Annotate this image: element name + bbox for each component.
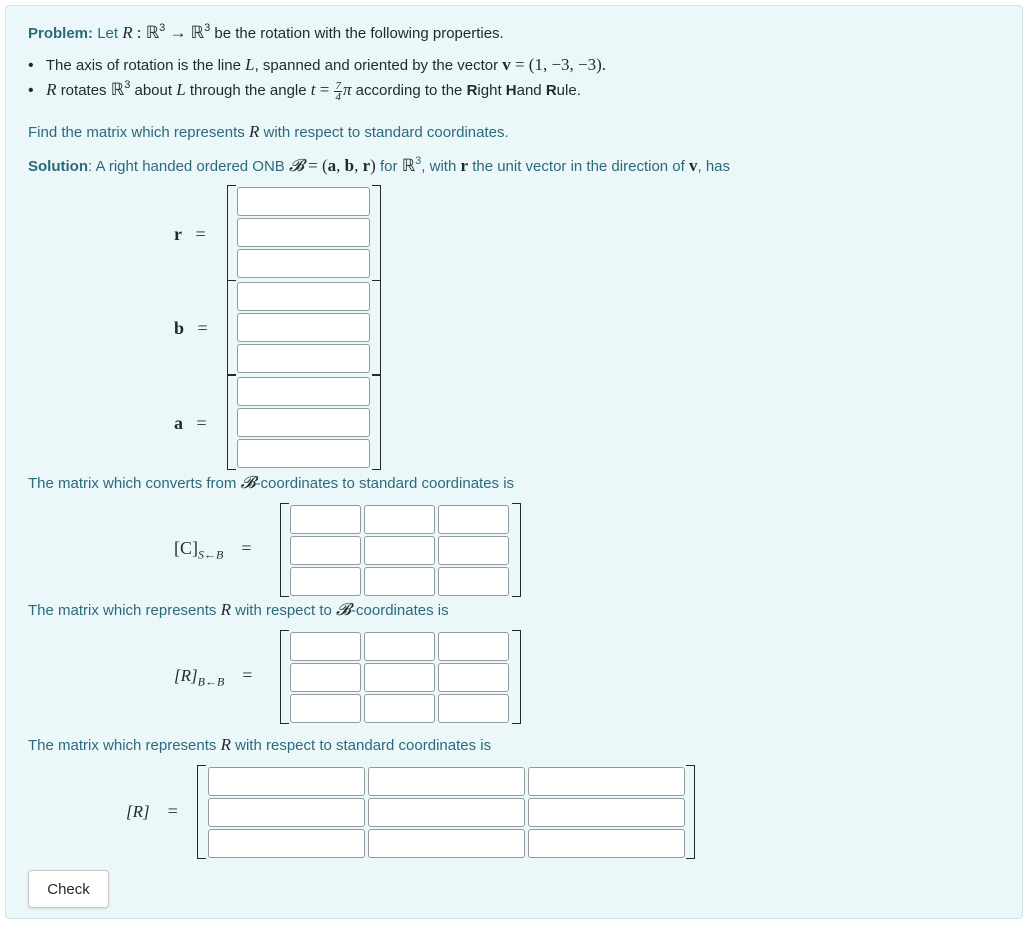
r-vector-label: r = [174,224,206,244]
b-vector-label: b = [174,318,208,338]
b-bracket-right [372,280,381,376]
r-matrix-cell-1-2[interactable] [368,767,525,796]
rb-matrix-bracket-right [512,630,521,724]
converts-prompt: The matrix which converts from 𝓑-coordinates to standard coordinates is [28,473,515,492]
b-component-2-input[interactable] [238,314,369,341]
rb-matrix-input-3-2[interactable] [365,695,434,722]
r-matrix-cell-2-2[interactable] [368,798,525,827]
rb-matrix-input-3-1[interactable] [291,695,360,722]
r-matrix-input-3-2[interactable] [369,830,524,857]
a-component-2-input[interactable] [238,409,369,436]
c-matrix-bracket-left [280,503,289,597]
r-component-1[interactable] [237,187,370,216]
r-matrix-input-1-2[interactable] [369,768,524,795]
r-matrix-bracket-left [197,765,206,859]
a-bracket-right [372,374,381,470]
r-standard-label: [R] = [126,801,178,821]
rb-matrix-input-1-3[interactable] [439,633,508,660]
rb-matrix-cell-2-2[interactable] [364,663,435,692]
rb-matrix-cell-3-2[interactable] [364,694,435,723]
check-button[interactable]: Check [28,870,109,908]
c-matrix-cell-1-3[interactable] [438,505,509,534]
rb-matrix-bracket-left [280,630,289,724]
r-matrix-cell-3-1[interactable] [208,829,365,858]
r-matrix-input-2-3[interactable] [529,799,684,826]
r-matrix-cell-1-1[interactable] [208,767,365,796]
rb-matrix-input-2-3[interactable] [439,664,508,691]
c-matrix-cell-2-2[interactable] [364,536,435,565]
r-component-3-input[interactable] [238,250,369,277]
c-matrix-bracket-right [512,503,521,597]
b-component-3[interactable] [237,344,370,373]
c-matrix-cell-2-3[interactable] [438,536,509,565]
b-component-2[interactable] [237,313,370,342]
rb-matrix-cell-1-2[interactable] [364,632,435,661]
r-matrix-input-2-1[interactable] [209,799,364,826]
r-matrix-input-2-2[interactable] [369,799,524,826]
a-component-2[interactable] [237,408,370,437]
c-matrix-cell-2-1[interactable] [290,536,361,565]
rb-matrix-cell-2-3[interactable] [438,663,509,692]
bullet-angle: • R rotates ℝ$^3$ about L through the angle t = $\frac{7}{4}$ π according to the Right Hand Rule. [28,79,581,103]
bullet-axis: • The axis of rotation is the line L, spanned and oriented by the vector v = (1, −3, −3). [28,55,607,74]
rb-matrix-input-2-2[interactable] [365,664,434,691]
r-component-3[interactable] [237,249,370,278]
a-bracket-left [227,374,236,470]
c-matrix-cell-1-2[interactable] [364,505,435,534]
a-component-3[interactable] [237,439,370,468]
problem-statement: Problem: Let R : ℝ$^3$ → ℝ$^3$ be the rotation with the following properties. [28,22,504,42]
r-matrix-bracket-right [686,765,695,859]
c-matrix-cell-3-1[interactable] [290,567,361,596]
r-matrix-cell-2-1[interactable] [208,798,365,827]
c-matrix-input-2-1[interactable] [291,537,360,564]
rb-matrix-cell-1-3[interactable] [438,632,509,661]
r-component-2[interactable] [237,218,370,247]
represents-std-prompt: The matrix which represents R with respect to standard coordinates is [28,735,492,754]
c-matrix-input-1-2[interactable] [365,506,434,533]
a-component-1-input[interactable] [238,378,369,405]
c-matrix-input-2-3[interactable] [439,537,508,564]
solution-statement: Solution: A right handed ordered ONB 𝓑 = (a, b, r) for ℝ$^3$, with r the unit vector in the direction of v, has [28,155,731,175]
rb-matrix-input-1-2[interactable] [365,633,434,660]
rb-matrix-input-1-1[interactable] [291,633,360,660]
r-component-2-input[interactable] [238,219,369,246]
r-matrix-cell-1-3[interactable] [528,767,685,796]
b-bracket-left [227,280,236,376]
a-component-1[interactable] [237,377,370,406]
b-component-1[interactable] [237,282,370,311]
a-component-3-input[interactable] [238,440,369,467]
r-matrix-input-1-1[interactable] [209,768,364,795]
r-matrix-input-3-3[interactable] [529,830,684,857]
c-matrix-input-2-2[interactable] [365,537,434,564]
b-component-1-input[interactable] [238,283,369,310]
r-matrix-cell-3-2[interactable] [368,829,525,858]
angle-fraction: $\frac{7}{4}$ [335,79,341,103]
r-component-1-input[interactable] [238,188,369,215]
rb-matrix-input-3-3[interactable] [439,695,508,722]
r-matrix-input-3-1[interactable] [209,830,364,857]
r-bracket-left [227,185,236,281]
c-matrix-cell-3-2[interactable] [364,567,435,596]
r-matrix-cell-3-3[interactable] [528,829,685,858]
r-matrix-input-1-3[interactable] [529,768,684,795]
c-matrix-input-1-3[interactable] [439,506,508,533]
a-vector-label: a = [174,413,207,433]
c-matrix-input-1-1[interactable] [291,506,360,533]
c-matrix-input-3-3[interactable] [439,568,508,595]
rb-matrix-input-2-1[interactable] [291,664,360,691]
c-matrix-cell-1-1[interactable] [290,505,361,534]
r-matrix-cell-2-3[interactable] [528,798,685,827]
c-matrix-cell-3-3[interactable] [438,567,509,596]
r-bracket-right [372,185,381,281]
change-of-basis-label: $[C]_{S\leftarrow B}$ = [174,538,252,562]
c-matrix-input-3-2[interactable] [365,568,434,595]
rb-matrix-cell-1-1[interactable] [290,632,361,661]
b-component-3-input[interactable] [238,345,369,372]
c-matrix-input-3-1[interactable] [291,568,360,595]
find-prompt: Find the matrix which represents R with respect to standard coordinates. [28,122,509,141]
r-in-b-label: $[R]_{B\leftarrow B}$ = [174,665,253,689]
represents-b-prompt: The matrix which represents R with respect to 𝓑-coordinates is [28,600,449,619]
rb-matrix-cell-3-1[interactable] [290,694,361,723]
rb-matrix-cell-2-1[interactable] [290,663,361,692]
rb-matrix-cell-3-3[interactable] [438,694,509,723]
